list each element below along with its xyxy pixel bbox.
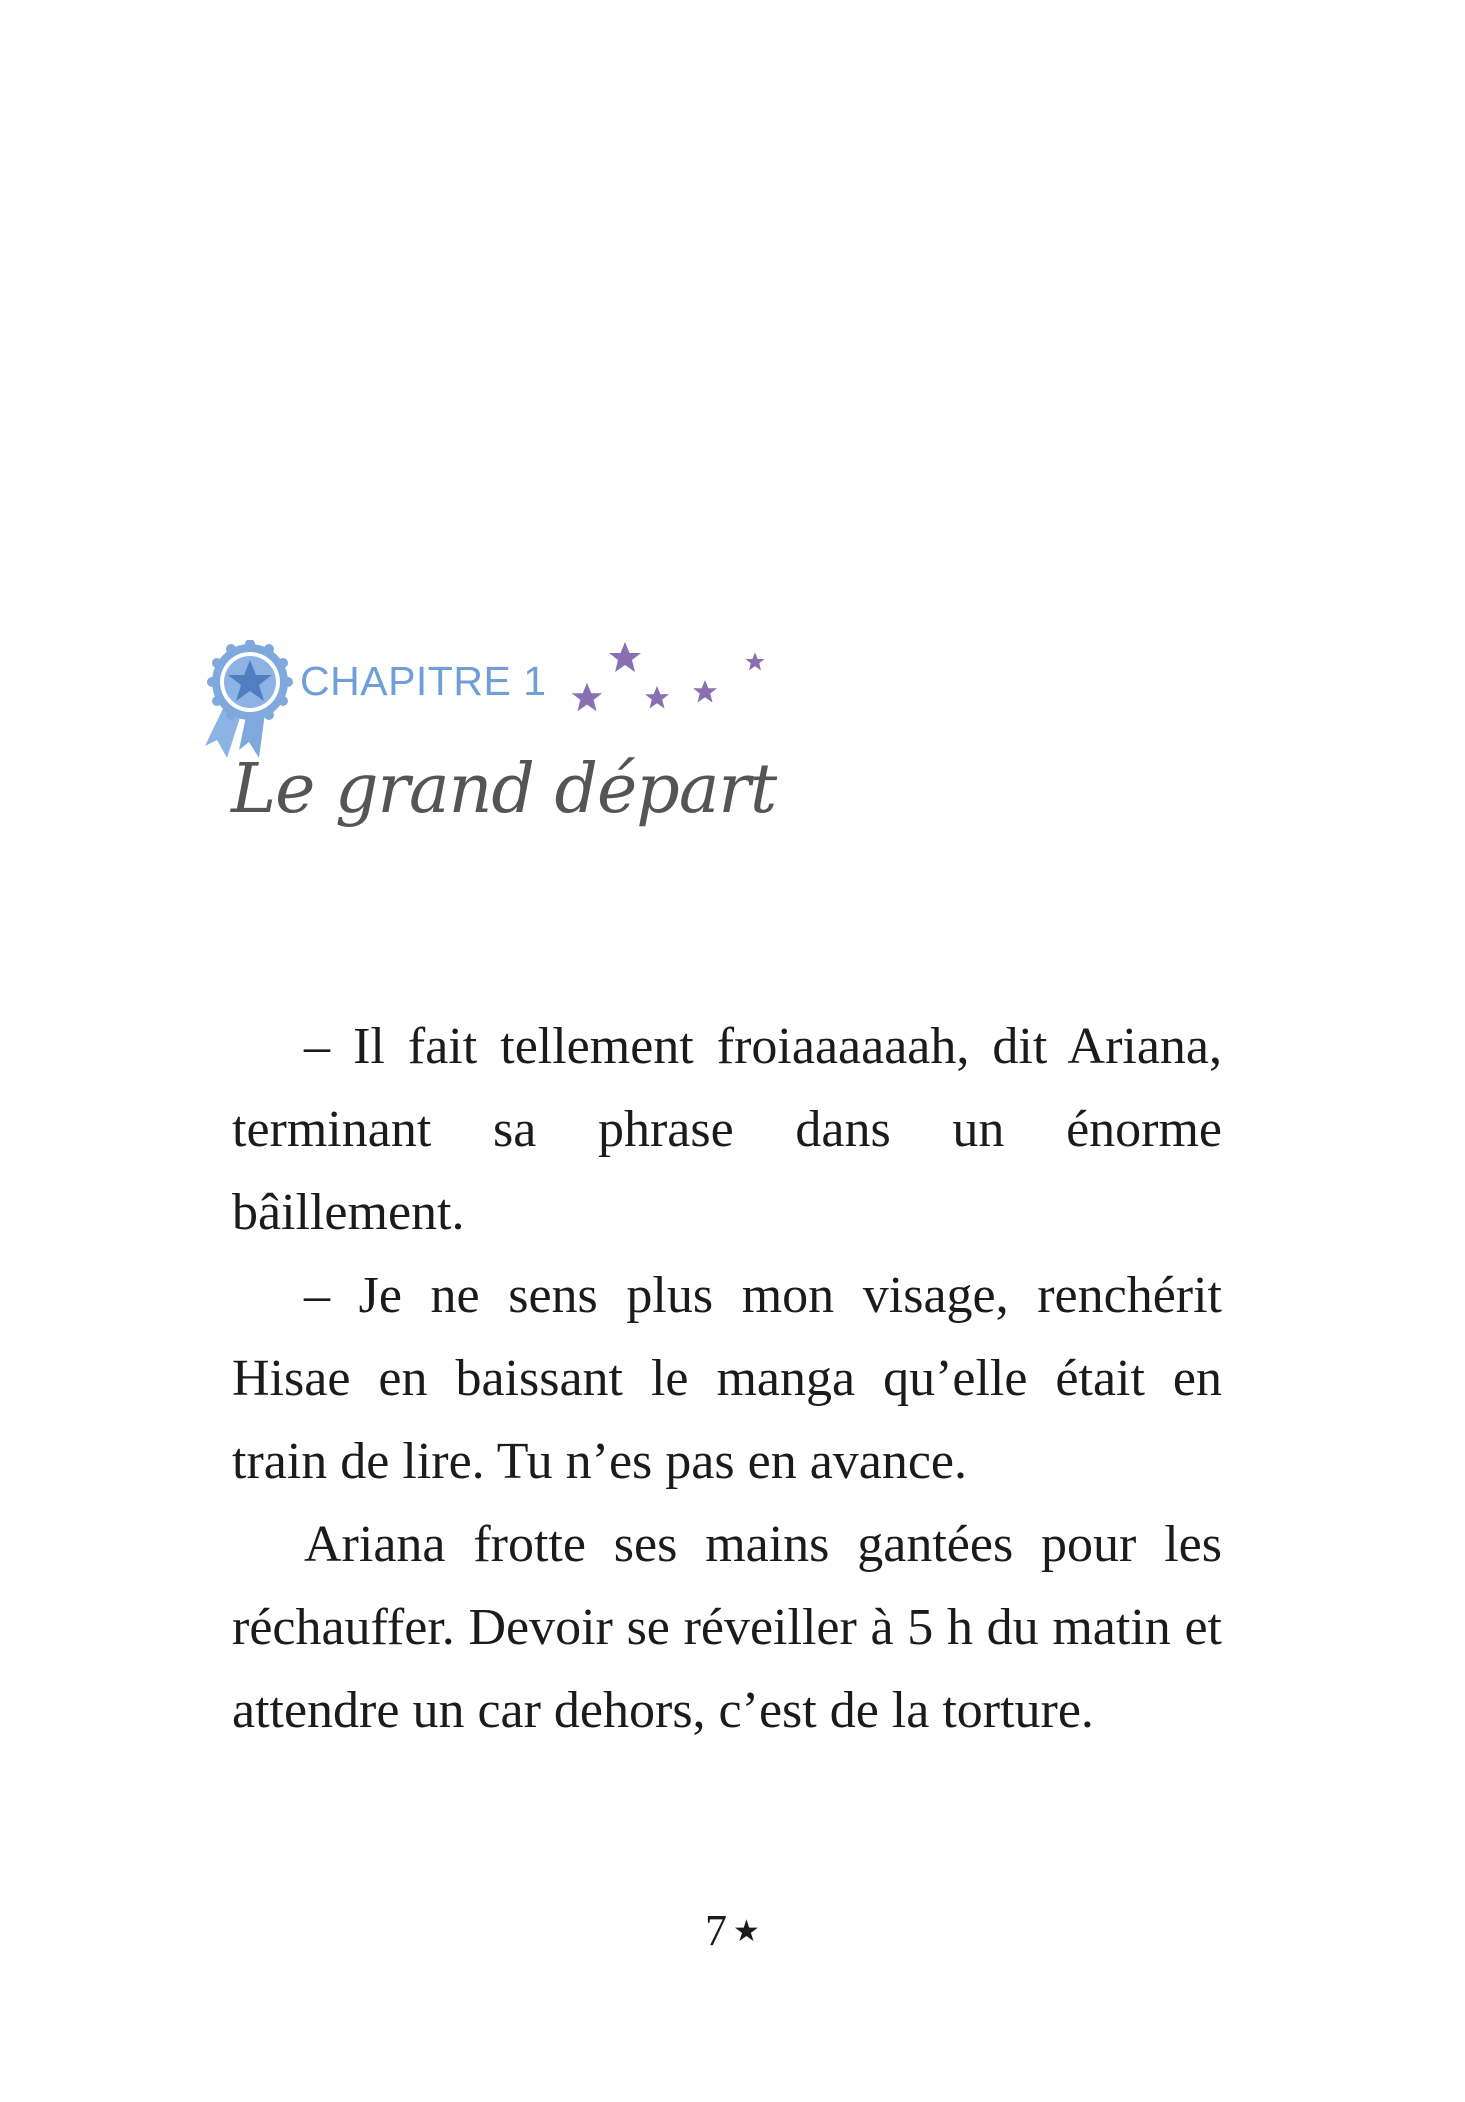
chapter-header bbox=[205, 640, 805, 880]
paragraph: – Il fait tellement froiaaaaaah, dit Ariana, terminant sa phrase dans un énorme bâillement. bbox=[232, 1018, 1222, 1241]
folio-star-icon: ★ bbox=[733, 1915, 760, 1948]
page-number-value: 7 bbox=[705, 1906, 728, 1955]
paragraph: Ariana frotte ses mains gantées pour les réchauffer. Devoir se réveiller à 5 h du matin et attendre un car dehors, c’est de la torture. bbox=[232, 1516, 1222, 1739]
page-number bbox=[0, 1905, 1465, 1956]
body-text bbox=[232, 1005, 1222, 1752]
ribbon-star-icon bbox=[205, 640, 295, 765]
paragraph: – Je ne sens plus mon visage, renchérit Hisae en baissant le manga qu’elle était en train de lire. Tu n’es pas en avance. bbox=[232, 1267, 1222, 1490]
chapter-title: Le grand départ bbox=[231, 750, 777, 829]
chapter-label: CHAPITRE 1 bbox=[300, 658, 547, 704]
stars-icon bbox=[565, 640, 775, 720]
